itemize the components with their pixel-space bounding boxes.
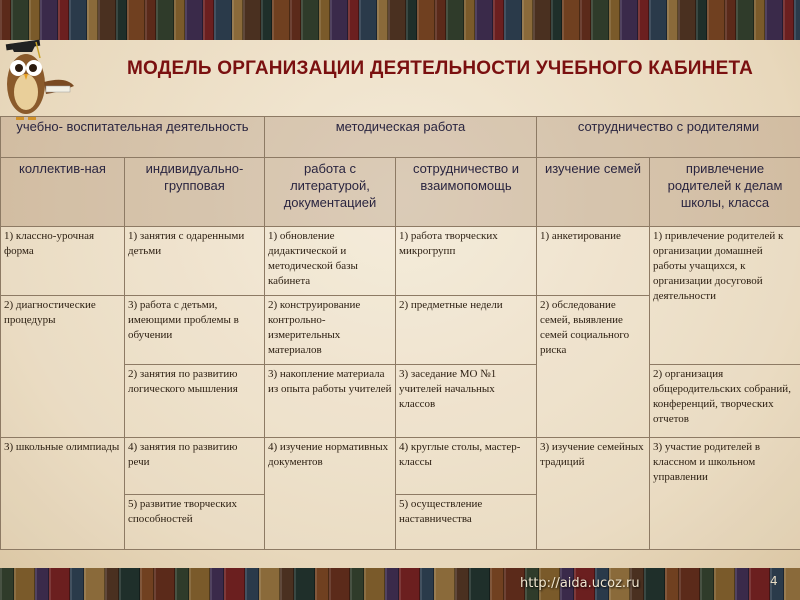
book-spine [69,0,87,40]
book-spine [175,568,189,600]
table-cell: 2) обследование семей, выявление семей социального риска [537,296,650,438]
table-cell: 1) привлечение родителей к организации домашней работы учащихся, к организации досуговой деятельности [650,227,800,365]
book-spine [11,0,29,40]
source-url-link[interactable]: http://aida.ucoz.ru [520,576,640,591]
subheader-mutual-help: сотрудничество и взаимопомощь [396,158,537,227]
book-spine [455,568,469,600]
book-spine [329,568,350,600]
book-spine [119,568,140,600]
book-spine [290,0,301,40]
book-spine [749,568,770,600]
table-cell: 1) классно-урочная форма [1,227,125,296]
book-spine [224,568,245,600]
book-spine [696,0,707,40]
book-spine [84,568,105,600]
book-spine [783,0,794,40]
table-row [1,438,800,495]
book-spine [700,568,714,600]
book-spine [591,0,609,40]
book-spine [435,0,446,40]
book-spine [98,0,116,40]
table-cell: 3) участие родителей в классном и школьном управлении [650,438,800,550]
table-cell: 4) круглые столы, мастер-классы [396,438,537,495]
book-spine [714,568,735,600]
book-spine [475,0,493,40]
book-spine [140,568,154,600]
table-subheader-row [1,158,800,227]
book-spine [679,568,700,600]
table-cell: 3) изучение семейных традиций [537,438,650,550]
owl-graduate-icon [2,36,80,128]
book-spine [261,0,272,40]
book-spine [105,568,119,600]
book-spine [522,0,533,40]
book-spine [377,0,388,40]
book-spine [420,568,434,600]
organization-model-table [0,116,800,550]
book-spine [399,568,420,600]
book-spine [294,568,315,600]
book-spine [359,0,377,40]
book-spine [210,568,224,600]
book-spine [189,568,210,600]
book-spine [469,568,490,600]
bookshelf-bottom [0,568,800,600]
table-cell: 2) предметные недели [396,296,537,365]
book-spine [203,0,214,40]
book-spine [385,568,399,600]
header-parent-cooperation: сотрудничество с родителями [537,117,800,158]
book-spine [58,0,69,40]
table-cell: 4) занятия по развитию речи [125,438,265,495]
table-cell: 1) занятия с одаренными детьми [125,227,265,296]
header-educational-activity: учебно- воспитательная деятельность [1,117,265,158]
table-cell: 3) заседание МО №1 учителей начальных классов [396,365,537,438]
book-spine [14,568,35,600]
book-spine [725,0,736,40]
table-cell: 4) изучение нормативных документов [265,438,396,550]
subheader-individual-group: индивидуально-групповая [125,158,265,227]
table-cell: 1) обновление дидактической и методической базы кабинета [265,227,396,296]
book-spine [70,568,84,600]
book-spine [272,0,290,40]
book-spine [794,0,800,40]
book-spine [127,0,145,40]
book-spine [562,0,580,40]
book-spine [707,0,725,40]
book-spine [0,568,14,600]
book-spine [350,568,364,600]
book-spine [649,0,667,40]
book-spine [243,0,261,40]
book-spine [754,0,765,40]
book-spine [464,0,475,40]
book-spine [446,0,464,40]
book-spine [301,0,319,40]
book-spine [348,0,359,40]
book-spine [490,568,504,600]
book-spine [185,0,203,40]
book-spine [735,568,749,600]
book-spine [667,0,678,40]
book-spine [504,0,522,40]
book-spine [259,568,280,600]
subheader-family-study: изучение семей [537,158,650,227]
book-spine [87,0,98,40]
table-cell: 5) осуществление наставничества [396,495,537,550]
subheader-parent-involvement: привлечение родителей к делам школы, класса [650,158,800,227]
table-cell: 1) анкетирование [537,227,650,296]
book-spine [638,0,649,40]
book-spine [388,0,406,40]
book-spine [765,0,783,40]
table-cell: 1) работа творческих микрогрупп [396,227,537,296]
book-spine [493,0,504,40]
table-cell: 2) занятия по развитию логического мышления [125,365,265,438]
page-title: МОДЕЛЬ ОРГАНИЗАЦИИ ДЕЯТЕЛЬНОСТИ УЧЕБНОГО КАБИНЕТА [126,58,753,79]
book-spine [330,0,348,40]
subheader-literature: работа с литературой, документацией [265,158,396,227]
book-spine [580,0,591,40]
bookshelf-top [0,0,800,40]
book-spine [214,0,232,40]
book-spine [49,568,70,600]
book-spine [245,568,259,600]
page-number: 4 [770,574,778,588]
book-spine [232,0,243,40]
table-cell: 3) работа с детьми, имеющими проблемы в обучении [125,296,265,365]
book-spine [315,568,329,600]
table-header-row [1,117,800,158]
book-spine [156,0,174,40]
book-spine [40,0,58,40]
book-spine [551,0,562,40]
book-spine [609,0,620,40]
book-spine [620,0,638,40]
table-cell: 2) конструирование контрольно-измерительных материалов [265,296,396,365]
book-spine [736,0,754,40]
book-spine [280,568,294,600]
book-spine [174,0,185,40]
table-cell: 5) развитие творческих способностей [125,495,265,550]
book-spine [678,0,696,40]
table-cell: 3) школьные олимпиады [1,438,125,550]
book-spine [145,0,156,40]
book-spine [116,0,127,40]
book-spine [784,568,800,600]
book-spine [417,0,435,40]
table-cell: 2) диагностические процедуры [1,296,125,438]
book-spine [0,0,11,40]
book-spine [533,0,551,40]
header-methodical-work: методическая работа [265,117,537,158]
book-spine [319,0,330,40]
subheader-collective: коллектив-ная [1,158,125,227]
table-cell: 2) организация общеродительских собраний, конференций, творческих отчетов [650,365,800,438]
book-spine [434,568,455,600]
book-spine [406,0,417,40]
book-spine [154,568,175,600]
book-spine [364,568,385,600]
table-cell: 3) накопление материала из опыта работы учителей [265,365,396,438]
book-spine [29,0,40,40]
table-row [1,227,800,296]
book-spine [35,568,49,600]
